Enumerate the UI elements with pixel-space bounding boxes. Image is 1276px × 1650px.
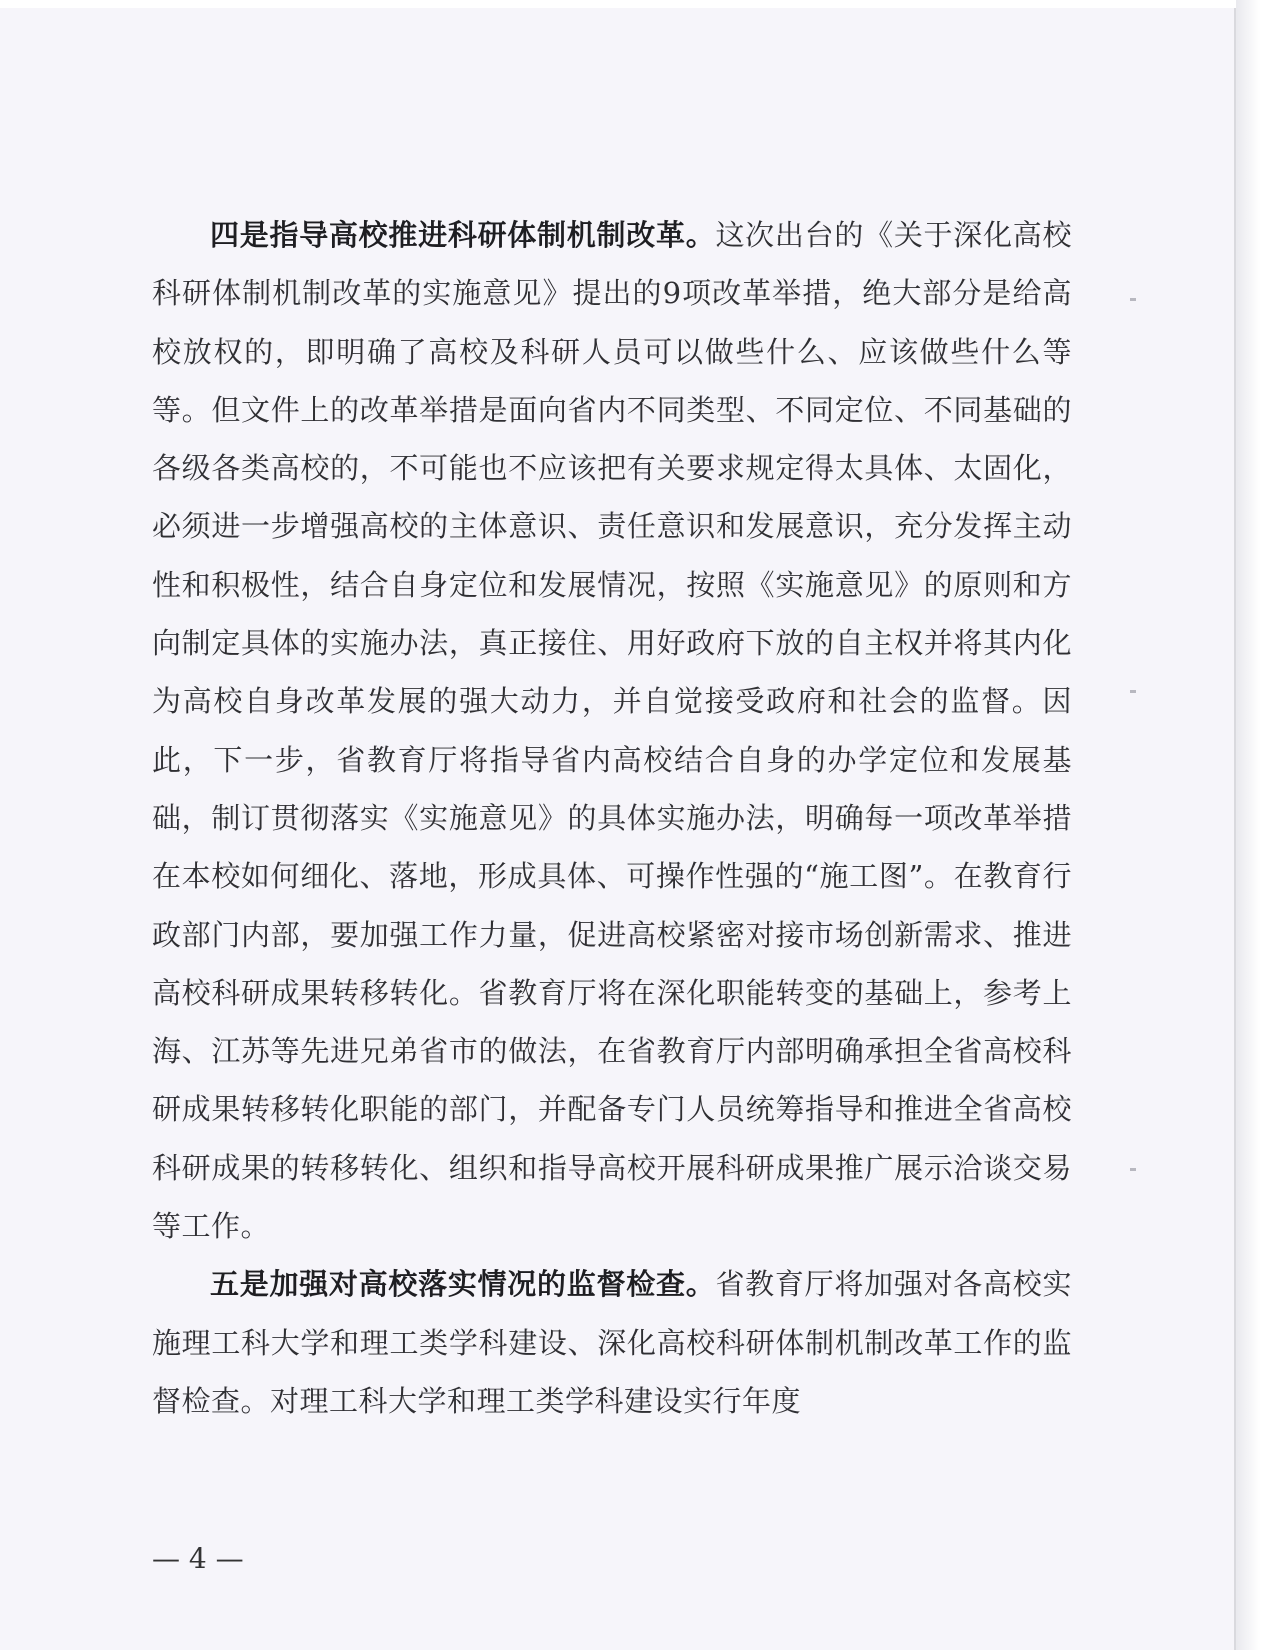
scan-mark <box>1130 690 1136 693</box>
paragraph-supervision <box>152 1255 1072 1430</box>
paragraph-heading: 四是指导高校推进科研体制机制改革。 <box>210 218 716 252</box>
scan-mark <box>1130 1168 1136 1171</box>
scan-mark <box>1130 298 1136 301</box>
paragraph-text: 省教育厅将加强对各高校实施理工科大学和理工类学科建设、深化高校科研体制机制改革工作的监督检查。对理工科大学和理工类学科建设实行年度 <box>152 1267 1072 1418</box>
document-body <box>152 206 1072 1430</box>
page-edge <box>1236 0 1276 1650</box>
paragraph-heading: 五是加强对高校落实情况的监督检查。 <box>210 1267 716 1302</box>
page-number: — 4 — <box>152 1542 244 1575</box>
paragraph-reform-guidance <box>152 206 1072 1255</box>
paragraph-text: 这次出台的《关于深化高校科研体制机制改革的实施意见》提出的9项改革举措，绝大部分是给高校放权的，即明确了高校及科研人员可以做些什么、应该做些什么等等。但文件上的改革举措是面向省内不同类型、不同定位、不同基础的各级各类高校的，不可能也不应该把有关要求规定得太具体、太固化，必须进一步增强高校的主体意识、责任意识和发展意识，充分发挥主动性和积极性，结合自身定位和发展情况，按照《实施意见》的原则和方向制定具体的实施办法，真正接住、用好政府下放的自主权并将其内化为高校自身改革发展的强大动力，并自觉接受政府和社会的监督。因此，下一步，省教育厅将指导省内高校结合自身的办学定位和发展基础，制订贯彻落实《实施意见》的具体实施办法，明确每一项改革举措在本校如何细化、落地，形成具体、可操作性强的“施工图”。在教育行政部门内部，要加强工作力量，促进高校紧密对接市场创新需求、推进高校科研成果转移转化。省教育厅将在深化职能转变的基础上，参考上海、江苏等先进兄弟省市的做法，在省教育厅内部明确承担全省高校科研成果转移转化职能的部门，并配备专门人员统筹指导和推进全省高校科研成果的转移转化、组织和指导高校开展科研成果推广展示洽谈交易等工作。 <box>152 218 1072 1244</box>
